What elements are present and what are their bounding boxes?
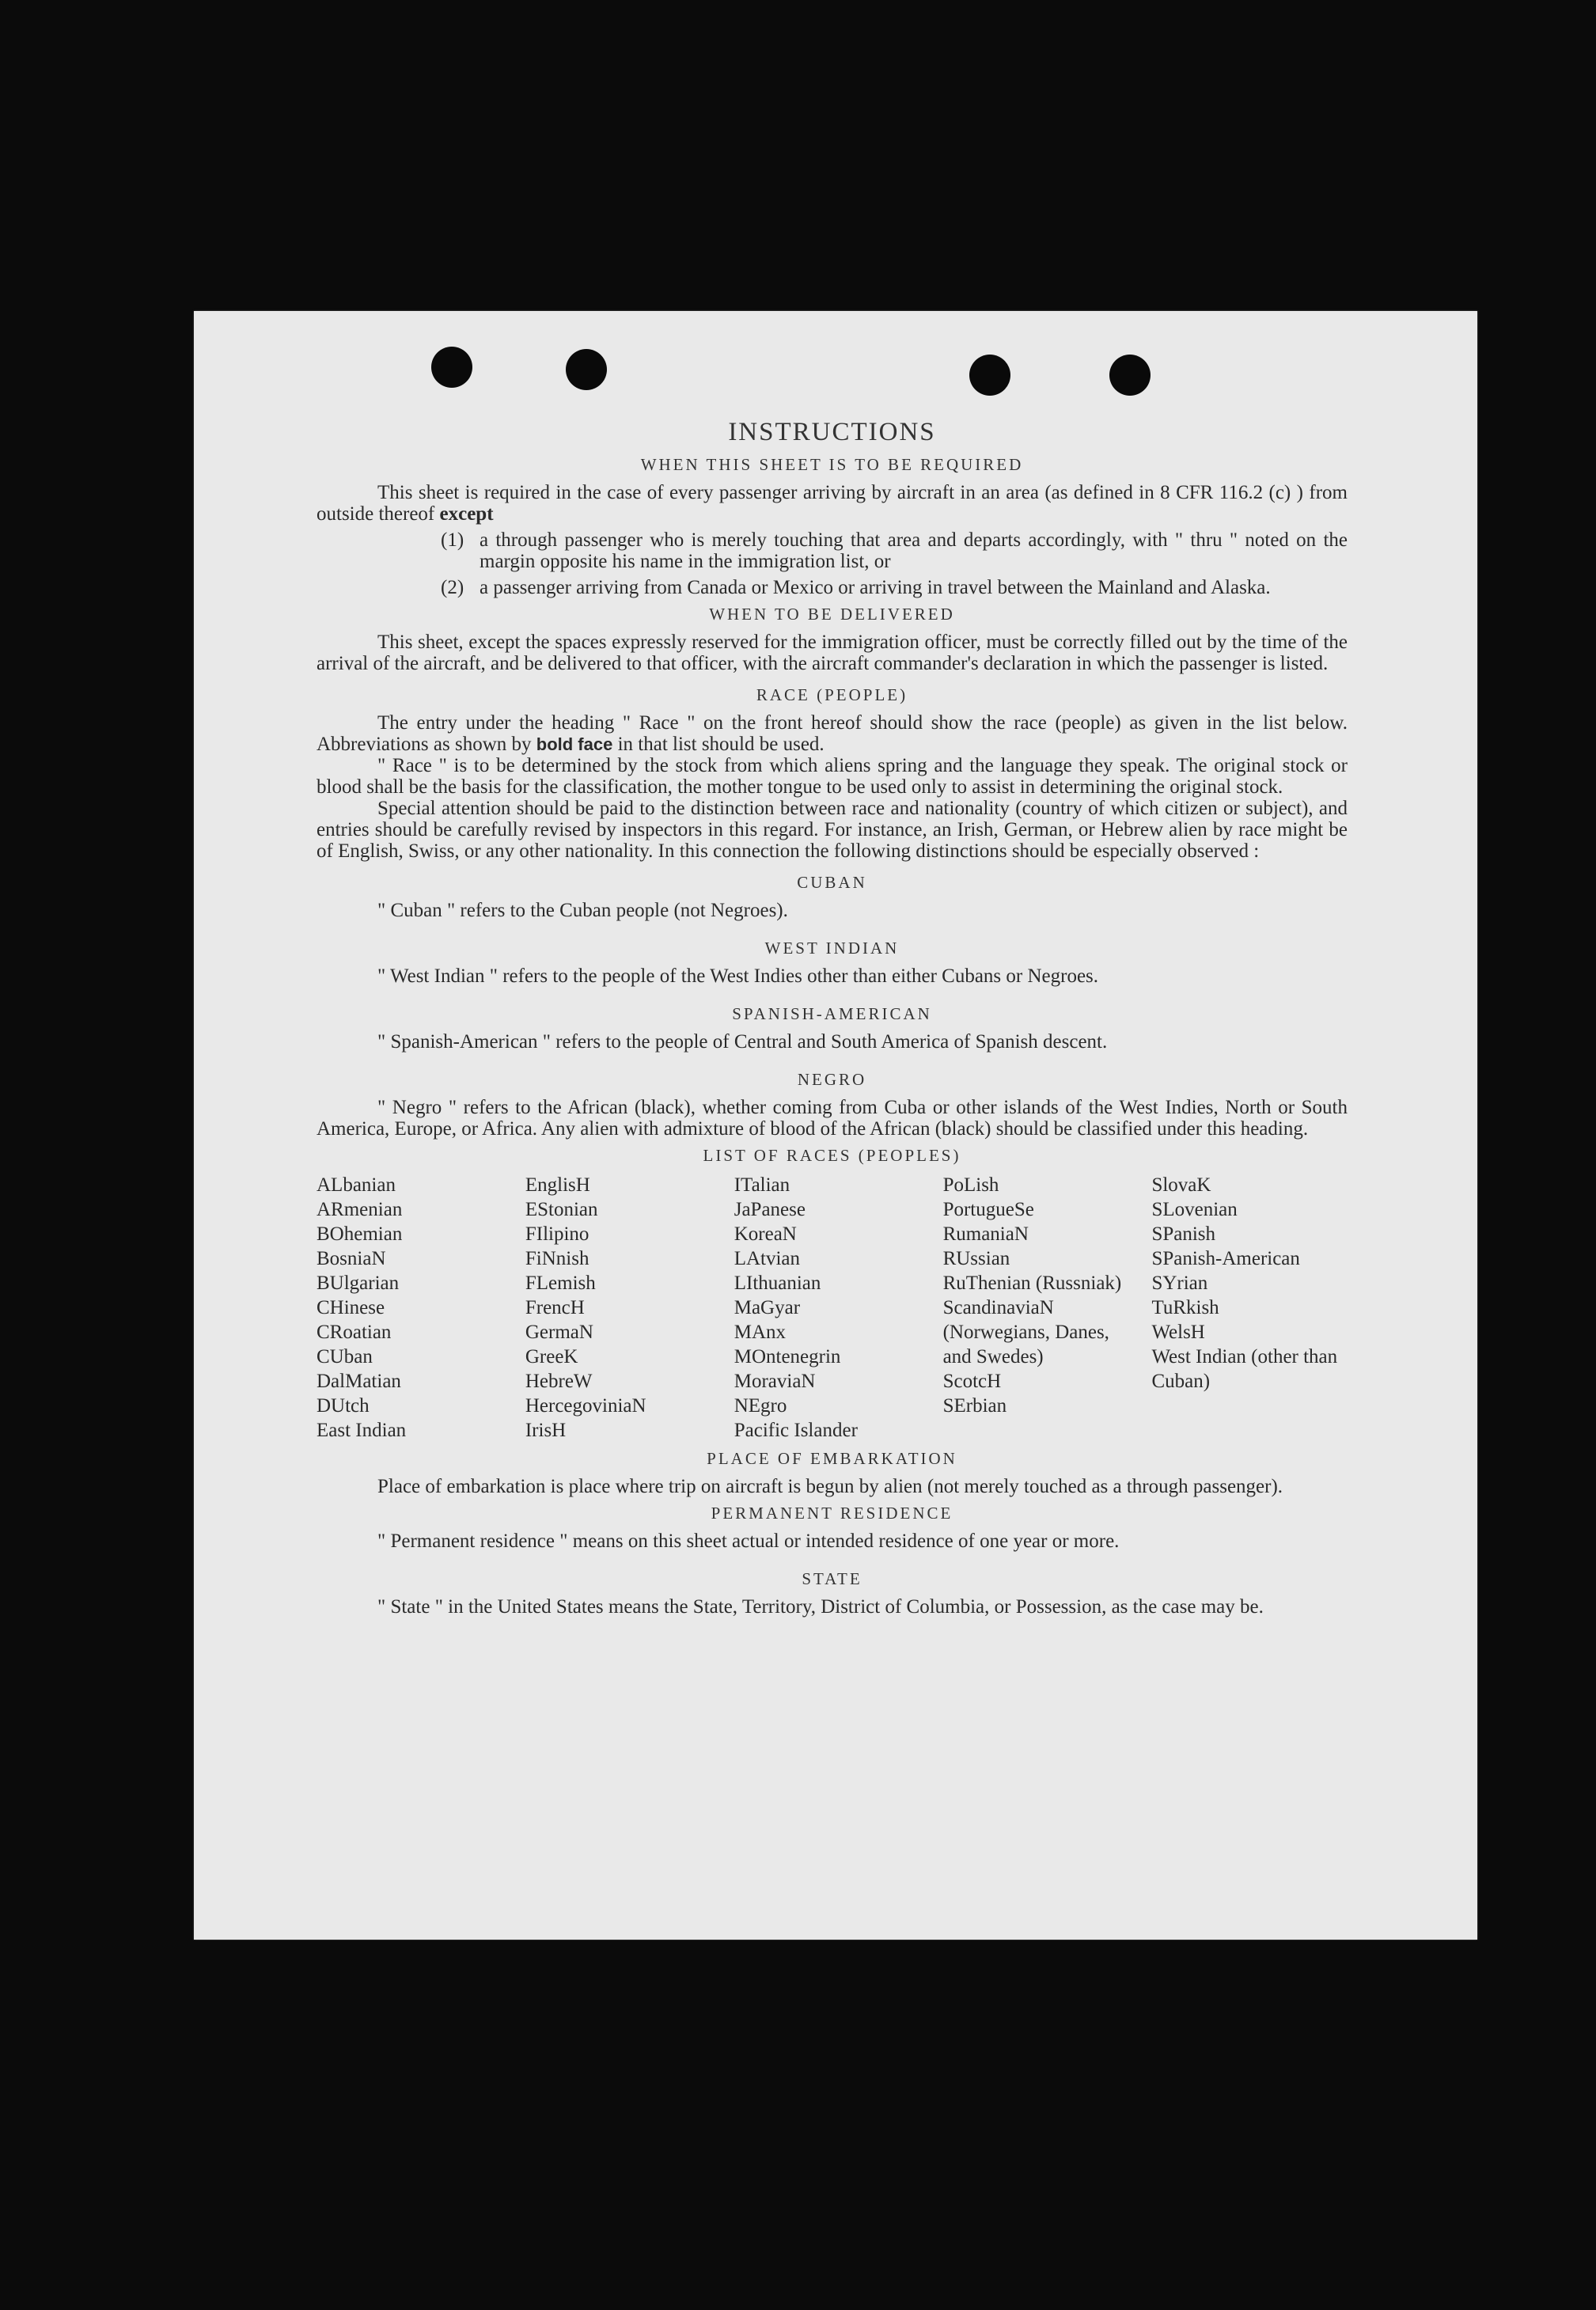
race-entry: NEgro <box>734 1395 787 1417</box>
race-entry: RumaniaN <box>942 1223 1029 1245</box>
races-column <box>525 1173 722 1443</box>
race-entry: ALbanian <box>317 1174 396 1196</box>
race-entry: KoreaN <box>734 1223 797 1245</box>
section-heading-race: RACE (PEOPLE) <box>756 685 908 704</box>
section-heading-state: STATE <box>802 1569 862 1588</box>
race-entry: SErbian <box>942 1395 1007 1417</box>
races-column <box>317 1173 513 1443</box>
negro-text: " Negro " refers to the African (black), whether coming from Cuba or other islands of the West Indies, North or South America, Europe, or Africa. Any alien with admixture of blood of the African (black) should be classified under this heading. <box>317 1097 1348 1140</box>
race-entry: ScotcH <box>942 1371 1002 1392</box>
race-entry: RUssian <box>942 1248 1010 1269</box>
race-entry: HebreW <box>525 1371 593 1392</box>
race-entry: PoLish <box>942 1174 999 1196</box>
required-intro-text: This sheet is required in the case of every passenger arriving by aircraft in an area (as defined in 8 CFR 116.2 (c) ) from outside thereof <box>317 482 1348 525</box>
page-title: INSTRUCTIONS <box>728 418 936 446</box>
race-entry: BOhemian <box>317 1223 403 1245</box>
race-entry: SPanish-American <box>1151 1248 1300 1269</box>
race-entry: MOntenegrin <box>734 1346 841 1367</box>
section-heading-embarkation: PLACE OF EMBARKATION <box>707 1449 957 1468</box>
race-entry: ScandinaviaN (Norwegians, Danes, and Swedes) <box>942 1297 1109 1367</box>
section-heading-required: WHEN THIS SHEET IS TO BE REQUIRED <box>640 455 1024 474</box>
delivered-text: This sheet, except the spaces expressly reserved for the immigration officer, must be correctly filled out by the time of the arrival of the aircraft, and be delivered to that officer, with the aircraft commander's declaration in which the passenger is listed. <box>317 632 1348 674</box>
race-p1-text: The entry under the heading " Race " on the front hereof should show the race (people) as given in the list below. Abbreviations as shown by <box>317 712 1348 755</box>
race-entry: FrencH <box>525 1297 585 1318</box>
document-sheet <box>194 311 1477 1940</box>
race-paragraph-2: " Race " is to be determined by the stock from which aliens spring and the language they speak. The original stock or blood shall be the basis for the classification, the mother tongue to be used only to assist in determining the original stock. <box>317 755 1348 798</box>
race-entry: MAnx <box>734 1322 787 1343</box>
section-heading-delivered: WHEN TO BE DELIVERED <box>709 605 955 624</box>
race-entry: TuRkish <box>1151 1297 1219 1318</box>
required-intro-bold: except <box>439 503 494 525</box>
race-entry: East Indian <box>317 1420 407 1441</box>
instructions-content <box>317 418 1348 1618</box>
race-p1-text-end: in that list should be used. <box>617 734 825 755</box>
races-column <box>943 1173 1139 1443</box>
race-entry: CHinese <box>317 1297 385 1318</box>
exception-text: a through passenger who is merely touching that area and departs accordingly, with " thru " noted on the margin opposite his name in the immigration list, or <box>480 529 1348 572</box>
race-entry: EnglisH <box>525 1174 590 1196</box>
exception-text: a passenger arriving from Canada or Mexico or arriving in travel between the Mainland and Alaska. <box>480 577 1271 598</box>
residence-text: " Permanent residence " means on this sheet actual or intended residence of one year or more. <box>377 1531 1120 1552</box>
section-heading-residence: PERMANENT RESIDENCE <box>711 1504 953 1523</box>
race-entry: LAtvian <box>734 1248 801 1269</box>
section-heading-negro: NEGRO <box>797 1070 867 1089</box>
race-entry: IrisH <box>525 1420 567 1441</box>
west-indian-text: " West Indian " refers to the people of the West Indies other than either Cubans or Negroes. <box>377 965 1099 987</box>
race-entry: HercegoviniaN <box>525 1395 646 1417</box>
race-entry: DalMatian <box>317 1371 401 1392</box>
race-entry: FIlipino <box>525 1223 589 1245</box>
race-entry: SLovenian <box>1151 1199 1238 1220</box>
cuban-text: " Cuban " refers to the Cuban people (not Negroes). <box>377 900 788 921</box>
race-entry: EStonian <box>525 1199 598 1220</box>
punch-hole <box>431 347 472 388</box>
race-entry: MoraviaN <box>734 1371 816 1392</box>
race-entry: JaPanese <box>734 1199 806 1220</box>
exception-item <box>317 529 1348 572</box>
race-paragraph-3: Special attention should be paid to the distinction between race and nationality (country of which citizen or subject), and entries should be carefully revised by inspectors in this regard. For instance, an Irish, German, or Hebrew alien by race might be of English, Swiss, or any other nationality. In this connection the following distinctions should be especially observed : <box>317 798 1348 862</box>
race-paragraph-1 <box>317 712 1348 755</box>
embarkation-text: Place of embarkation is place where trip on aircraft is begun by alien (not merely touched as a through passenger). <box>377 1476 1283 1497</box>
race-entry: SYrian <box>1151 1273 1208 1294</box>
races-column <box>734 1173 931 1443</box>
race-entry: ITalian <box>734 1174 790 1196</box>
race-entry: PortugueSe <box>942 1199 1034 1220</box>
race-entry: LIthuanian <box>734 1273 821 1294</box>
section-heading-cuban: CUBAN <box>797 873 867 892</box>
spanish-american-text: " Spanish-American " refers to the people of Central and South America of Spanish descent. <box>377 1031 1108 1053</box>
state-text: " State " in the United States means the State, Territory, District of Columbia, or Possession, as the case may be. <box>377 1596 1264 1618</box>
races-list <box>317 1173 1348 1443</box>
race-entry: GreeK <box>525 1346 578 1367</box>
exception-item <box>317 577 1348 598</box>
section-heading-west-indian: WEST INDIAN <box>764 939 900 958</box>
race-entry: SPanish <box>1151 1223 1216 1245</box>
race-entry: CRoatian <box>317 1322 392 1343</box>
race-entry: West Indian (other than Cuban) <box>1151 1346 1338 1392</box>
race-entry: FLemish <box>525 1273 596 1294</box>
punch-hole <box>566 349 607 390</box>
required-intro <box>317 482 1348 525</box>
punch-hole <box>1109 355 1151 396</box>
race-entry: RuThenian (Russniak) <box>942 1273 1122 1294</box>
race-entry: BUlgarian <box>317 1273 400 1294</box>
race-entry: FiNnish <box>525 1248 589 1269</box>
race-entry: Pacific Islander <box>734 1420 858 1441</box>
race-entry: BosniaN <box>317 1248 386 1269</box>
race-entry: SlovaK <box>1151 1174 1211 1196</box>
exception-number: (1) <box>441 529 464 551</box>
race-entry: DUtch <box>317 1395 370 1417</box>
punch-hole <box>969 355 1010 396</box>
exception-number: (2) <box>441 577 464 598</box>
section-heading-races-list: LIST OF RACES (PEOPLES) <box>703 1146 961 1165</box>
section-heading-spanish-american: SPANISH-AMERICAN <box>732 1004 932 1023</box>
race-entry: GermaN <box>525 1322 593 1343</box>
race-p1-bold: bold face <box>536 734 613 754</box>
race-entry: CUban <box>317 1346 373 1367</box>
race-entry: ARmenian <box>317 1199 403 1220</box>
race-entry: MaGyar <box>734 1297 801 1318</box>
race-entry: WelsH <box>1151 1322 1205 1343</box>
races-column <box>1151 1173 1348 1443</box>
